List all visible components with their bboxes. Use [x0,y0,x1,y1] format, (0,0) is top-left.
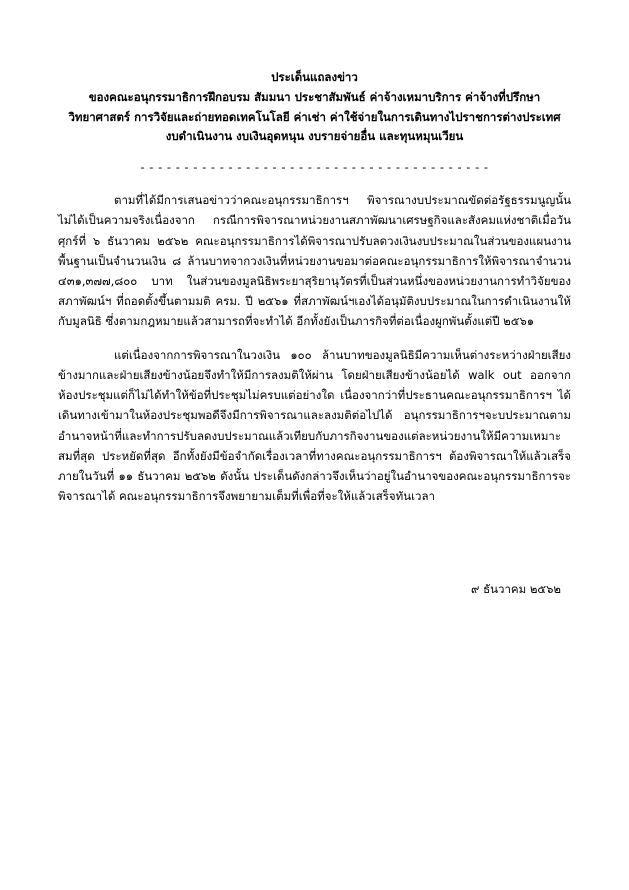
header-line-1: ประเด็นแถลงข่าว [271,70,358,84]
header-line-3: วิทยาศาสตร์ การวิจัยและถ่ายทอดเทคโนโลยี ค่าเช่า ค่าใช้จ่ายในการเดินทางไปราชการต่างประเทศ [68,109,561,124]
header-line-4: งบดำเนินงาน งบเงินอุดหนุน งบรายจ่ายอื่น และทุนหมุนเวียน [165,129,464,144]
header-line-2: ของคณะอนุกรรมาธิการฝึกอบรม สัมมนา ประชาสัมพันธ์ ค่าจ้างเหมาบริการ ค่าจ้างที่ปรึกษา [88,89,541,104]
body-paragraph-1: ตามที่ได้มีการเสนอข่าวว่าคณะอนุกรรมาธิการฯ พิจารณางบประมาณขัดต่อรัฐธรรมนูญนั้น ไม่ได้เป็นความจริงเนื่องจาก กรณีการพิจารณาหน่วยงานสภาพัฒนาเศรษฐกิจและสังคมแห่งชาติเมื่อวันศุกร์ที่ ๖ ธันวาคม ๒๕๖๒ คณะอนุกรรมาธิการได้พิจารณาปรับลดวงเงินงบประมาณในส่วนของแผนงานพื้นฐานเป็นจำนวนเงิน ๘ ล้านบาทจากวงเงินที่หน่วยงานขอมาต่อคณะอนุกรรมาธิการให้พิจารณาจำนวน ๔๓๑,๓๗๗,๘๐๐ บาท ในส่วนของมูลนิธิพระยาสุริยานุวัตรที่เป็นส่วนหนึ่งของหน่วยงานการทำวิจัยของสภาพัฒน์ฯ ที่ถอดตั้งขึ้นตามมติ ครม. ปี ๒๕๖๑ ที่สภาพัฒน์ฯเองได้อนุมัติงบประมาณในการดำเนินงานให้กับมูลนิธิ ซึ่งตามกฎหมายแล้วสามารถที่จะทำได้ อีกทั้งยังเป็นภารกิจที่ต่อเนื่องผูกพันตั้งแต่ปี ๒๕๖๑ [58,193,571,329]
document-date: ๙ ธันวาคม ๒๕๖๒ [471,581,561,596]
document-body [58,190,571,507]
document-header [58,68,571,147]
header-divider: - - - - - - - - - - - - - - - - - - - - - - - - - - - - - - - - - - - - - - - - [140,160,489,175]
body-paragraph-2: แต่เนื่องจากการพิจารณาในวงเงิน ๑๐๐ ล้านบาทของมูลนิธิมีความเห็นต่างระหว่างฝ่ายเสียงข้างมากและฝ่ายเสียงข้างน้อยจึงทำให้มีการลงมติให้ผ่าน โดยฝ่ายเสียงข้างน้อยได้ walk out ออกจากห้องประชุมแต่ก็ไม่ได้ทำให้ข้อที่ประชุมไม่ครบแต่อย่างใด เนื่องจากว่าที่ประธานคณะอนุกรรมาธิการฯ ได้เดินทางเข้ามาในห้องประชุมพอดีจึงมีการพิจารณาและลงมติต่อไปได้ อนุกรรมาธิการฯจะบประมาณตามอำนาจหน้าที่และทำการปรับลดงบประมาณแล้วเทียบกับภารกิจงานของแต่ละหน่วยงานให้มีความเหมาะสมที่สุด ประหยัดที่สุด อีกทั้งยังมีข้อจำกัดเรื่องเวลาที่ทางคณะอนุกรรมาธิการฯ ต้องพิจารณาให้แล้วเสร็จภายในวันที่ ๑๑ ธันวาคม ๒๕๖๒ ดังนั้น ประเด็นดังกล่าวจึงเห็นว่าอยู่ในอำนาจของคณะอนุกรรมาธิการจะพิจารณาได้ คณะอนุกรรมาธิการจึงพยายามเต็มที่เพื่อที่จะให้แล้วเสร็จทันเวลา [58,347,571,504]
